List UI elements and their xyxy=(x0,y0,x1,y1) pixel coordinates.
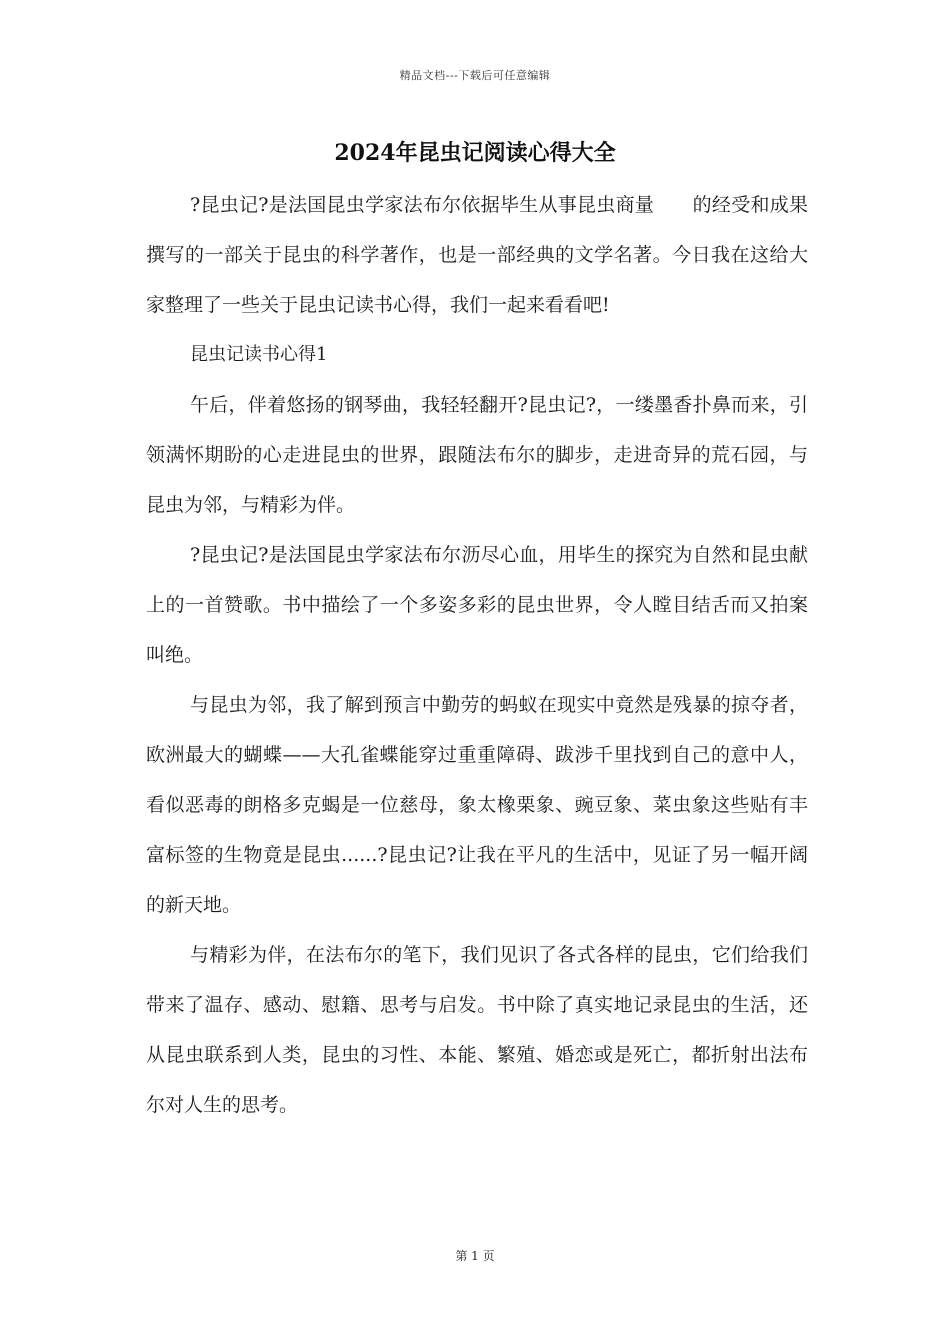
intro-paragraph: ?昆虫记?是法国昆虫学家法布尔依据毕生从事昆虫商量 的经受和成果撰写的一部关于昆虫的科学著作，也是一部经典的文学名著。今日我在这给大家整理了一些关于昆虫记读书心得，我们一起来看看吧! xyxy=(146,194,808,316)
page-header: 精品文档---下载后可任意编辑 xyxy=(399,69,551,82)
document-body xyxy=(146,180,808,1130)
document-title: 2024年昆虫记阅读心得大全 xyxy=(334,140,616,166)
body-paragraph: 与昆虫为邻，我了解到预言中勤劳的蚂蚁在现实中竟然是残暴的掠夺者，欧洲最大的蝴蝶——大孔雀蝶能穿过重重障碍、跋涉千里找到自己的意中人，看似恶毒的朗格多克蝎是一位慈母，象太橡栗象、豌豆象、菜虫象这些贴有丰富标签的生物竟是昆虫......?昆虫记?让我在平凡的生活中，见证了另一幅开阔的新天地。 xyxy=(146,694,808,916)
section-heading: 昆虫记读书心得1 xyxy=(190,344,328,365)
body-paragraph: 午后，伴着悠扬的钢琴曲，我轻轻翻开?昆虫记?，一缕墨香扑鼻而来，引领满怀期盼的心走进昆虫的世界，跟随法布尔的脚步，走进奇异的荒石园，与昆虫为邻，与精彩为伴。 xyxy=(146,394,808,516)
body-paragraph: 与精彩为伴，在法布尔的笔下，我们见识了各式各样的昆虫，它们给我们带来了温存、感动、慰籍、思考与启发。书中除了真实地记录昆虫的生活，还从昆虫联系到人类，昆虫的习性、本能、繁殖、婚恋或是死亡，都折射出法布尔对人生的思考。 xyxy=(146,944,808,1116)
page-number: 第 1 页 xyxy=(455,1249,495,1263)
body-paragraph: ?昆虫记?是法国昆虫学家法布尔沥尽心血，用毕生的探究为自然和昆虫献上的一首赞歌。书中描绘了一个多姿多彩的昆虫世界，令人瞠目结舌而又拍案叫绝。 xyxy=(146,544,808,666)
